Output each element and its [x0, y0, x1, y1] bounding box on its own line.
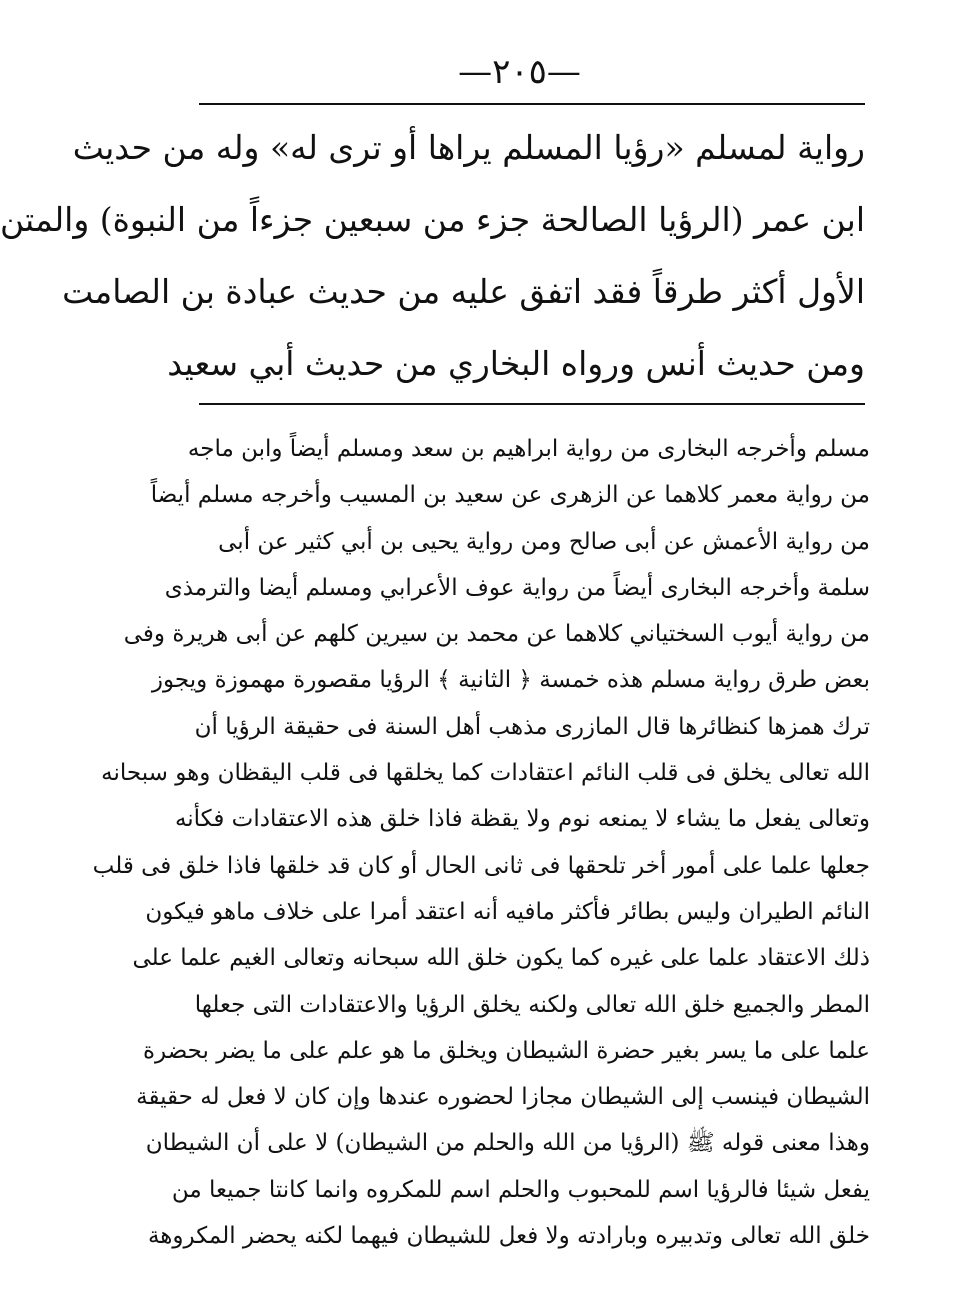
- matn-line: ومن حديث أنس ورواه البخاري من حديث أبي سعيد: [167, 344, 865, 383]
- commentary-line: وتعالى يفعل ما يشاء لا يمنعه نوم ولا يقظة فاذا خلق هذه الاعتقادات فكأنه: [174, 806, 870, 833]
- section-divider: [199, 403, 865, 405]
- commentary-line: النائم الطيران وليس بطائر فأكثر مافيه أنه اعتقد أمرا على خلاف ماهو فيكون: [145, 898, 870, 925]
- commentary-line: المطر والجميع خلق الله تعالى ولكنه يخلق الرؤيا والاعتقادات التى جعلها: [194, 991, 870, 1018]
- matn-line: رواية لمسلم «رؤيا المسلم يراها أو ترى له» وله من حديث: [72, 128, 865, 167]
- commentary-line: ترك همزها كنظائرها قال المازرى مذهب أهل السنة فى حقيقة الرؤيا أن: [194, 713, 870, 740]
- commentary-line: ذلك الاعتقاد علما على غيره كما يكون خلق الله سبحانه وتعالى الغيم علما على: [132, 945, 870, 972]
- commentary-line: سلمة وأخرجه البخارى أيضاً من رواية عوف الأعرابي ومسلم أيضا والترمذى: [164, 574, 870, 601]
- page-number: —٢٠٥—: [458, 52, 581, 92]
- matn-line: الأول أكثر طرقاً فقد اتفق عليه من حديث عبادة بن الصامت: [62, 272, 865, 311]
- commentary-line: الشيطان فينسب إلى الشيطان مجازا لحضوره عندها وإن كان لا فعل له حقيقة: [136, 1084, 870, 1111]
- commentary-text-block: [92, 426, 870, 1259]
- commentary-line: من رواية الأعمش عن أبى صالح ومن رواية يحيى بن أبي كثير عن أبى: [218, 528, 870, 555]
- commentary-line: الله تعالى يخلق فى قلب النائم اعتقادات كما يخلقها فى قلب اليقظان وهو سبحانه: [101, 760, 870, 787]
- matn-line: ابن عمر (الرؤيا الصالحة جزء من سبعين جزءاً من النبوة) والمتن: [0, 200, 865, 239]
- commentary-line: يفعل شيئا فالرؤيا اسم للمحبوب والحلم اسم للمكروه وانما كانتا جميعا من: [171, 1176, 870, 1203]
- commentary-line: بعض طرق رواية مسلم هذه خمسة ﴿ الثانية ﴾ الرؤيا مقصورة مهموزة ويجوز: [151, 667, 870, 694]
- commentary-line: مسلم وأخرجه البخارى من رواية ابراهيم بن سعد ومسلم أيضاً وابن ماجه: [187, 436, 870, 462]
- commentary-line: وهذا معنى قوله ﷺ (الرؤيا من الله والحلم من الشيطان) لا على أن الشيطان: [145, 1130, 870, 1157]
- matn-text-block: [0, 112, 865, 400]
- commentary-line: علما على ما يسر بغير حضرة الشيطان ويخلق ما هو علم على ما يضر بحضرة: [142, 1037, 870, 1064]
- commentary-line: من رواية معمر كلاهما عن الزهرى عن سعيد بن المسيب وأخرجه مسلم أيضاً: [150, 482, 870, 509]
- commentary-line: خلق الله تعالى وتدبيره وبارادته ولا فعل للشيطان فيهما لكنه يحضر المكروهة: [147, 1223, 870, 1250]
- commentary-line: جعلها علما على أمور أخر تلحقها فى ثانى الحال أو كان قد خلقها فاذا خلق فى قلب: [92, 852, 870, 879]
- top-divider: [199, 103, 865, 105]
- commentary-line: من رواية أيوب السختياني كلاهما عن محمد بن سيرين كلهم عن أبى هريرة وفى: [123, 621, 870, 648]
